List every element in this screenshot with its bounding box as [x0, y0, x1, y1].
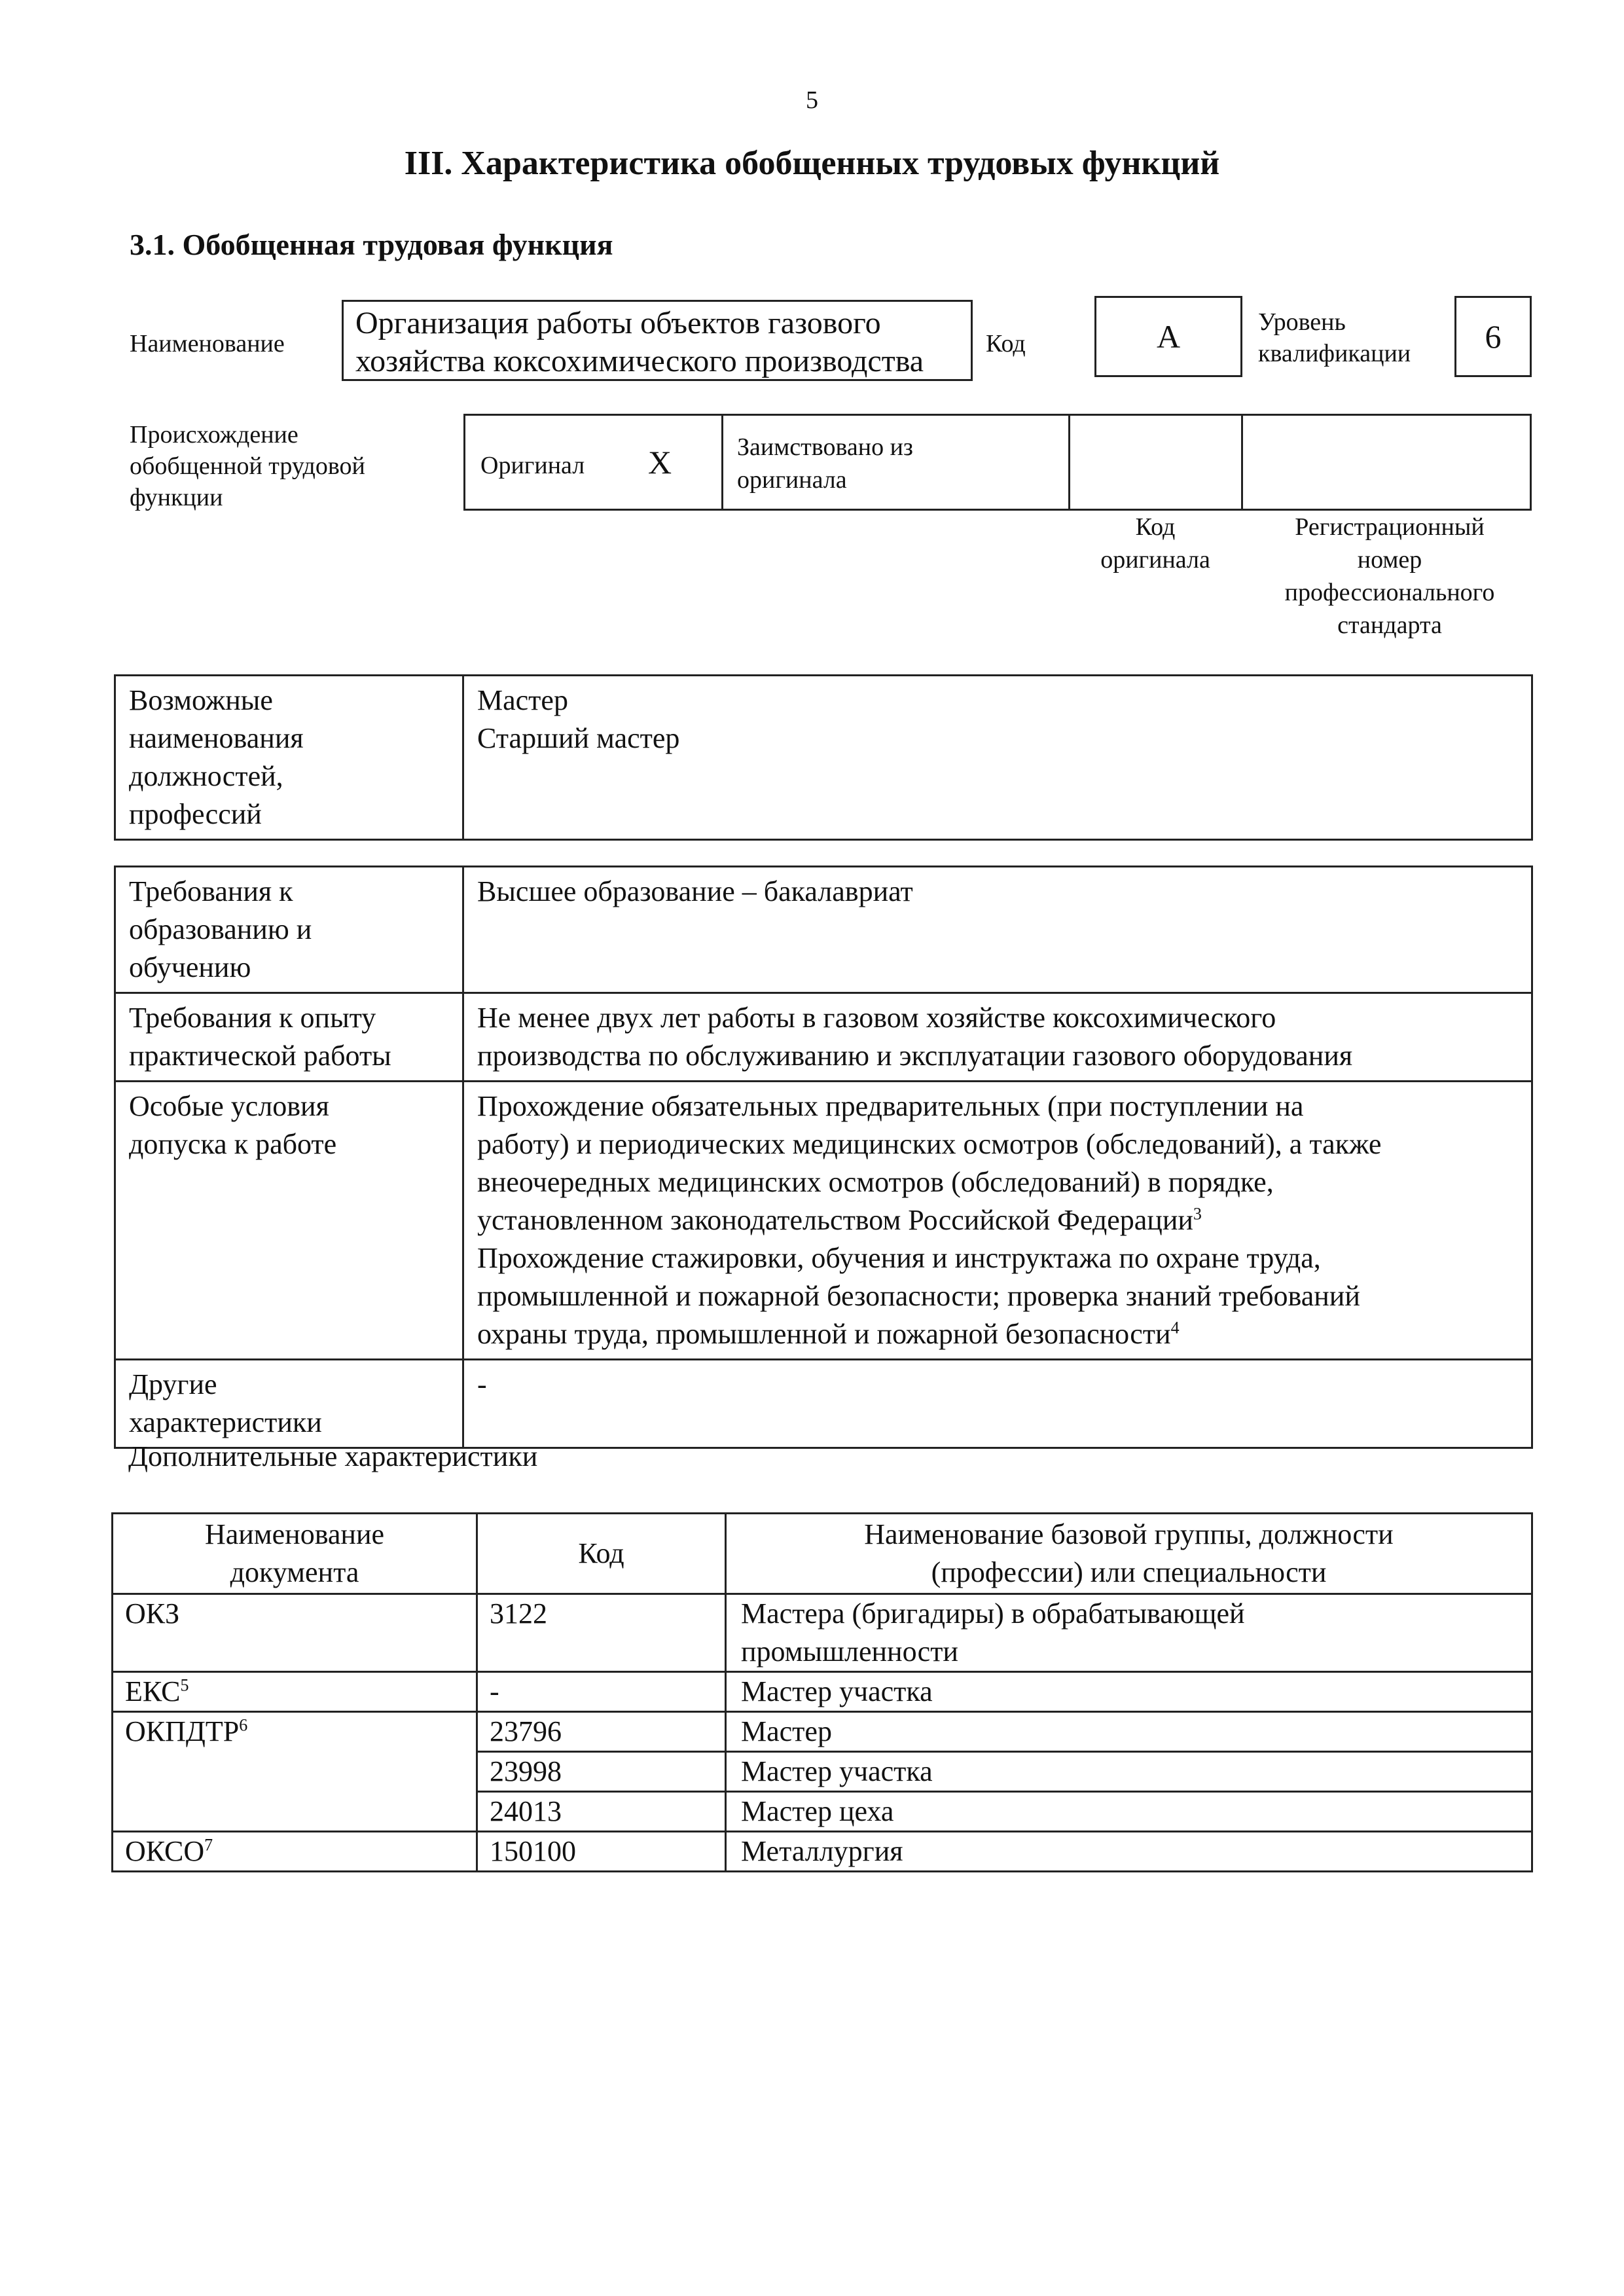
original-label: Оригинал	[480, 452, 585, 479]
special-value-line7-text: охраны труда, промышленной и пожарной безопасности	[477, 1318, 1171, 1350]
origin-table	[463, 414, 1532, 511]
borrowed-label	[737, 431, 913, 496]
additional-title: Дополнительные характеристики	[128, 1440, 538, 1472]
header-doc-line2: документа	[230, 1556, 359, 1588]
caption-registration-number	[1242, 511, 1537, 642]
special-label-line2: допуска к работе	[129, 1128, 337, 1160]
table-row-doc	[113, 1672, 477, 1712]
footnote-ref-5: 5	[180, 1675, 189, 1695]
positions-label-line2: наименования	[129, 722, 304, 754]
original-mark: X	[648, 444, 672, 481]
other-label-line1: Другие	[129, 1368, 217, 1400]
positions-table	[114, 674, 1533, 841]
other-label-line2: характеристики	[129, 1406, 322, 1438]
caption-reg-line2: номер	[1357, 546, 1422, 574]
origin-label-line1: Происхождение	[130, 421, 298, 448]
special-conditions-label-cell	[115, 1082, 463, 1360]
row0-name-line2: промышленности	[741, 1635, 958, 1667]
experience-label-line2: практической работы	[129, 1040, 391, 1072]
special-value-line4	[477, 1201, 1518, 1239]
row0-name-line1: Мастера (бригадиры) в обрабатывающей	[741, 1597, 1245, 1630]
table-row-code: -	[477, 1672, 726, 1712]
experience-label-line1: Требования к опыту	[129, 1002, 376, 1034]
code-label: Код	[986, 330, 1026, 357]
education-label-line2: образованию и	[129, 913, 312, 945]
footnote-ref-7: 7	[204, 1835, 213, 1855]
header-doc-name	[113, 1514, 477, 1594]
origin-divider-1	[721, 414, 723, 511]
function-name-box	[342, 300, 973, 381]
header-group-line1: Наименование базовой группы, должности	[864, 1518, 1394, 1550]
experience-value-line1: Не менее двух лет работы в газовом хозяйстве коксохимического	[477, 1002, 1276, 1034]
origin-label	[130, 419, 365, 513]
special-value-line6: промышленной и пожарной безопасности; проверка знаний требований	[477, 1280, 1360, 1312]
special-value-line1: Прохождение обязательных предварительных (при поступлении на	[477, 1090, 1304, 1122]
name-label: Наименование	[130, 330, 285, 357]
level-label	[1258, 306, 1411, 369]
caption-code-line2: оригинала	[1100, 546, 1210, 574]
section-title: III. Характеристика обобщенных трудовых функций	[404, 145, 1220, 182]
table-row-doc	[113, 1832, 477, 1872]
education-label-line3: обучению	[129, 951, 251, 983]
page-number: 5	[806, 86, 818, 114]
doc-okz: ОКЗ	[125, 1597, 180, 1630]
position-master: Мастер	[477, 684, 568, 716]
additional-table	[111, 1512, 1533, 1872]
other-label-cell	[115, 1360, 463, 1448]
function-name-line2: хозяйства коксохимического производства	[355, 344, 924, 378]
table-row-code: 150100	[477, 1832, 726, 1872]
other-value-cell: -	[463, 1360, 1532, 1448]
positions-label-line3: должностей,	[129, 760, 283, 792]
caption-reg-line1: Регистрационный	[1295, 513, 1485, 541]
experience-value-line2: производства по обслуживанию и эксплуатации газового оборудования	[477, 1040, 1353, 1072]
table-row-code: 23796	[477, 1712, 726, 1752]
special-value-line2: работу) и периодических медицинских осмотров (обследований), а также	[477, 1128, 1382, 1160]
table-row-name: Мастер участка	[726, 1752, 1532, 1792]
header-group-line2: (профессии) или специальности	[931, 1556, 1327, 1588]
special-value-line4-text: установленном законодательством Российской Федерации	[477, 1204, 1193, 1236]
education-label-cell	[115, 867, 463, 993]
header-code: Код	[477, 1514, 726, 1594]
special-value-line7	[477, 1315, 1518, 1353]
origin-label-line2: обобщенной трудовой	[130, 452, 365, 480]
function-name-line1: Организация работы объектов газового	[355, 306, 881, 340]
special-value-line3: внеочередных медицинских осмотров (обследований) в порядке,	[477, 1166, 1274, 1198]
experience-value-cell	[463, 993, 1532, 1082]
caption-reg-line4: стандарта	[1337, 611, 1442, 639]
doc-okso: ОКСО	[125, 1835, 205, 1867]
education-label-line1: Требования к	[129, 875, 293, 907]
position-senior-master: Старший мастер	[477, 722, 680, 754]
table-row-name: Мастер цеха	[726, 1792, 1532, 1832]
table-row-name: Металлургия	[726, 1832, 1532, 1872]
special-value-line5: Прохождение стажировки, обучения и инструктажа по охране труда,	[477, 1242, 1321, 1274]
education-value-cell: Высшее образование – бакалавриат	[463, 867, 1532, 993]
doc-okpdtr: ОКПДТР	[125, 1715, 240, 1747]
special-label-line1: Особые условия	[129, 1090, 329, 1122]
caption-code-line1: Код	[1135, 513, 1176, 541]
footnote-ref-6: 6	[239, 1715, 248, 1735]
header-group-name	[726, 1514, 1532, 1594]
table-row-code: 24013	[477, 1792, 726, 1832]
subsection-title: 3.1. Обобщенная трудовая функция	[130, 228, 613, 261]
table-row-name	[726, 1594, 1532, 1672]
level-label-line1: Уровень	[1258, 308, 1346, 336]
table-row-code: 23998	[477, 1752, 726, 1792]
code-value-box: А	[1094, 296, 1242, 377]
origin-divider-3	[1241, 414, 1243, 511]
level-value-box: 6	[1454, 296, 1532, 377]
positions-value-cell	[463, 676, 1532, 840]
positions-label-cell	[115, 676, 463, 840]
doc-eks: ЕКС	[125, 1675, 181, 1707]
table-row-name: Мастер	[726, 1712, 1532, 1752]
origin-divider-2	[1068, 414, 1070, 511]
requirements-table	[114, 866, 1533, 1449]
table-row-doc	[113, 1594, 477, 1672]
table-row-code: 3122	[477, 1594, 726, 1672]
footnote-ref-4: 4	[1170, 1318, 1180, 1338]
special-conditions-value-cell	[463, 1082, 1532, 1360]
positions-label-line1: Возможные	[129, 684, 273, 716]
borrowed-line2: оригинала	[737, 466, 847, 494]
borrowed-line1: Заимствовано из	[737, 433, 913, 461]
origin-label-line3: функции	[130, 484, 223, 511]
table-row-name: Мастер участка	[726, 1672, 1532, 1712]
footnote-ref-3: 3	[1193, 1204, 1202, 1224]
level-label-line2: квалификации	[1258, 340, 1411, 367]
positions-label-line4: профессий	[129, 798, 262, 830]
header-doc-line1: Наименование	[204, 1518, 385, 1550]
table-row-doc	[113, 1712, 477, 1832]
caption-code-original	[1068, 511, 1242, 576]
experience-label-cell	[115, 993, 463, 1082]
caption-reg-line3: профессионального	[1284, 579, 1495, 606]
